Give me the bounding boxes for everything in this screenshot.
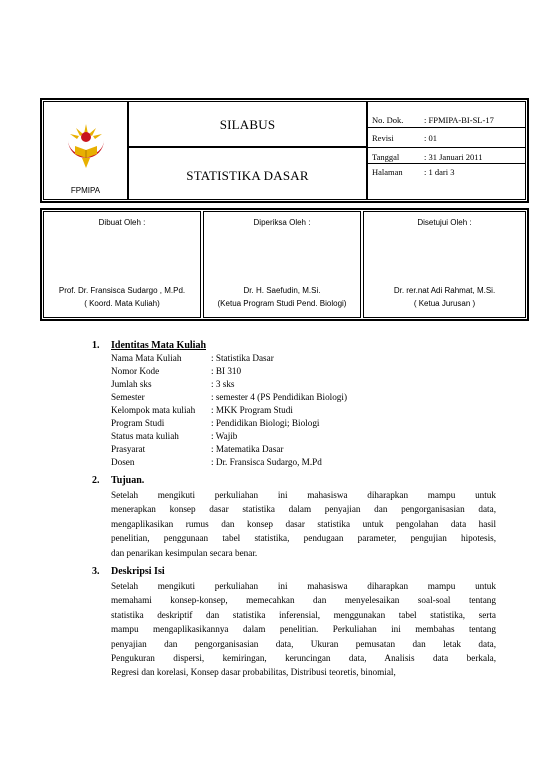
- section-1-number: 1.: [92, 340, 100, 351]
- identity-row: [111, 417, 319, 430]
- title-cell: [128, 101, 367, 147]
- divider: [368, 147, 525, 148]
- meta-row-revision: [372, 131, 437, 145]
- identity-value: : Matematika Dasar: [211, 444, 284, 454]
- paragraph-line: penyajian dan pengorganisasian data, Ukuran pemusatan dan letak data,: [111, 638, 496, 649]
- course-title: STATISTIKA DASAR: [186, 168, 309, 183]
- signatory-role: (Ketua Program Studi Pend. Biologi): [217, 299, 347, 308]
- divider: [368, 163, 525, 164]
- identity-value: : MKK Program Studi: [211, 405, 293, 415]
- signatory-role: ( Ketua Jurusan ): [413, 299, 476, 308]
- document-meta: [367, 101, 526, 200]
- paragraph-line: memahami konsep-konsep, memecahkan dan menyelesaikan soal-soal tentang: [111, 595, 496, 606]
- paragraph-line: penelitian, penggunaan tabel statistika, pendugaan parameter, pengujian hipotesis,: [111, 533, 496, 544]
- section-2-title: Tujuan.: [111, 475, 145, 486]
- identity-key: Nama Mata Kuliah: [111, 353, 182, 363]
- identity-row: [111, 352, 274, 365]
- identity-value: : 3 sks: [211, 379, 235, 389]
- paragraph-line: mampu mengaplikasikannya dalam penelitian. Perkuliahan ini membahas tentang: [111, 624, 496, 635]
- meta-key: No. Dok.: [372, 115, 404, 125]
- meta-value: : 1 dari 3: [424, 167, 455, 177]
- signature-column-reviewed: [203, 211, 361, 318]
- logo-cell: [43, 101, 128, 200]
- signatory-name: Prof. Dr. Fransisca Sudargo , M.Pd.: [58, 286, 186, 295]
- logo-label: FPMIPA: [70, 186, 101, 195]
- paragraph-line: statistika deskriptif dan statistika inferensial, menggunakan tabel statistika, serta: [111, 609, 496, 620]
- meta-value: : 31 Januari 2011: [424, 152, 483, 162]
- meta-value: : FPMIPA-BI-SL-17: [424, 115, 494, 125]
- identity-key: Kelompok mata kuliah: [111, 405, 196, 415]
- university-logo-icon: [62, 120, 110, 172]
- identity-value: : Wajib: [211, 431, 238, 441]
- paragraph-line: mengaplikasikan rumus dan konsep dasar statistika untuk pengolahan data hasil: [111, 518, 496, 529]
- description-paragraph: [111, 579, 496, 680]
- meta-key: Tanggal: [372, 152, 400, 162]
- paragraph-line: Setelah mengikuti perkuliahan ini mahasiswa diharapkan mampu untuk: [111, 490, 496, 500]
- paragraph-line: Regresi dan korelasi, Konsep dasar probabilitas, Distribusi teoretis, binomial,: [111, 667, 396, 678]
- document-title: SILABUS: [219, 117, 276, 132]
- signature-heading: Diperiksa Oleh :: [253, 218, 311, 227]
- meta-row-doc-number: [372, 113, 494, 127]
- paragraph-line: Pengukuran dispersi, kemiringan, keruncingan data, Analisis data berkala,: [111, 653, 496, 664]
- meta-key: Halaman: [372, 167, 403, 177]
- section-1-title: Identitas Mata Kuliah: [111, 340, 207, 351]
- identity-value: : Statistika Dasar: [211, 353, 274, 363]
- identity-key: Program Studi: [111, 418, 165, 428]
- section-3-title: Deskripsi Isi: [111, 566, 165, 577]
- identity-key: Dosen: [111, 457, 135, 467]
- paragraph-line: Setelah mengikuti perkuliahan ini mahasiswa diharapkan mampu untuk: [111, 581, 496, 591]
- identity-row: [111, 443, 283, 456]
- signature-column-approved: [363, 211, 526, 318]
- identity-value: : Dr. Fransisca Sudargo, M.Pd: [211, 457, 322, 467]
- signatory-name: Dr. rer.nat Adi Rahmat, M.Si.: [393, 286, 496, 295]
- objectives-paragraph: [111, 488, 496, 560]
- identity-row: [111, 365, 241, 378]
- signatory-role: ( Koord. Mata Kuliah): [84, 299, 160, 308]
- divider: [368, 127, 525, 128]
- paragraph-line: dan penarikan kesimpulan secara benar.: [111, 547, 258, 558]
- identity-key: Jumlah sks: [111, 379, 152, 389]
- identity-row: [111, 404, 293, 417]
- meta-row-date: [372, 150, 482, 164]
- identity-row: [111, 430, 237, 443]
- meta-row-page: [372, 165, 454, 179]
- course-title-cell: [128, 147, 367, 200]
- section-3-number: 3.: [92, 566, 100, 577]
- identity-row: [111, 378, 235, 391]
- meta-value: : 01: [424, 133, 437, 143]
- identity-key: Semester: [111, 392, 145, 402]
- signature-heading: Disetujui Oleh :: [417, 218, 472, 227]
- paragraph-line: menerapkan konsep dasar statistika dalam penyajian dan pengorganisasian data,: [111, 504, 496, 515]
- signature-column-prepared: [43, 211, 201, 318]
- identity-key: Status mata kuliah: [111, 431, 179, 441]
- identity-row: [111, 391, 347, 404]
- section-2-number: 2.: [92, 475, 100, 486]
- identity-key: Nomor Kode: [111, 366, 160, 376]
- signatory-name: Dr. H. Saefudin, M.Si.: [243, 286, 321, 295]
- identity-value: : semester 4 (PS Pendidikan Biologi): [211, 392, 348, 402]
- signature-heading: Dibuat Oleh :: [98, 218, 146, 227]
- identity-value: : BI 310: [211, 366, 242, 376]
- identity-key: Prasyarat: [111, 444, 146, 454]
- meta-key: Revisi: [372, 133, 394, 143]
- identity-value: : Pendidikan Biologi; Biologi: [211, 418, 320, 428]
- identity-row: [111, 456, 322, 469]
